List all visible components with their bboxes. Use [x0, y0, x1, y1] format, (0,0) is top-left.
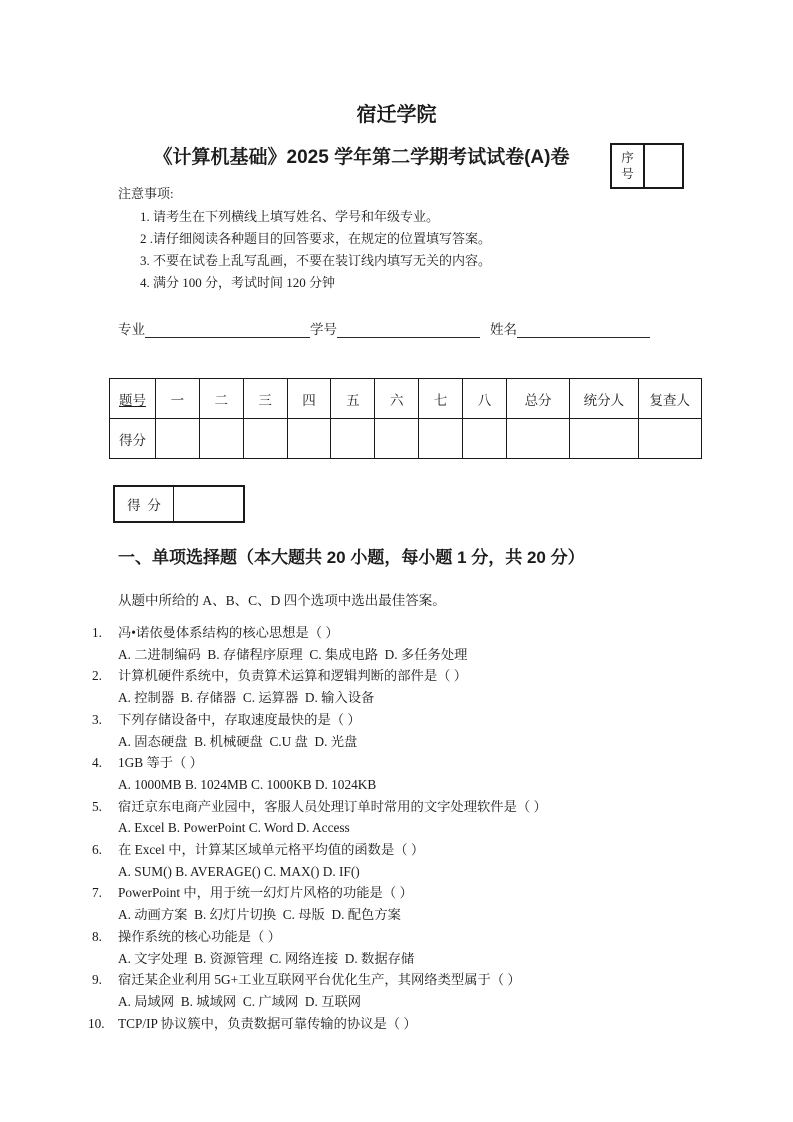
score-cell — [199, 419, 243, 459]
score-cell — [155, 419, 199, 459]
question-text: 计算机硬件系统中，负责算术运算和逻辑判断的部件是（ ） — [118, 668, 468, 684]
serial-number-box — [610, 143, 684, 189]
question-number: 3. — [92, 711, 102, 727]
notes-list — [140, 206, 793, 294]
question-options: A. 控制器 B. 存储器 C. 运算器 D. 输入设备 — [118, 690, 375, 706]
score-cell — [570, 419, 638, 459]
question-text: 1GB 等于（ ） — [118, 755, 203, 771]
question-text: 宿迁京东电商产业园中，客服人员处理订单时常用的文字处理软件是（ ） — [118, 798, 547, 814]
question-number: 9. — [92, 972, 102, 988]
question-number: 2. — [92, 668, 102, 684]
score-cell — [243, 419, 287, 459]
score-table-header-cell: 统分人 — [570, 379, 638, 419]
serial-label-char-2: 号 — [621, 167, 634, 181]
score-table-score-row — [110, 419, 702, 459]
score-cell — [419, 419, 463, 459]
note-item-2: 2 .请仔细阅读各种题目的回答要求，在规定的位置填写答案。 — [140, 231, 492, 246]
score-table-header-cell: 二 — [199, 379, 243, 419]
major-label: 专业 — [118, 322, 145, 337]
score-cell — [506, 419, 569, 459]
section-instruction: 从题中所给的 A、B、C、D 四个选项中选出最佳答案。 — [118, 593, 446, 608]
section-score-box — [113, 485, 245, 523]
question-6 — [88, 839, 793, 882]
question-2 — [88, 665, 793, 708]
score-table-header-row — [110, 379, 702, 419]
score-table-header-cell: 题号 — [110, 379, 156, 419]
score-row-label: 得分 — [110, 419, 156, 459]
score-cell — [287, 419, 331, 459]
question-9 — [88, 969, 793, 1012]
question-4 — [88, 752, 793, 795]
question-7 — [88, 882, 793, 925]
question-options: A. 动画方案 B. 幻灯片切换 C. 母版 D. 配色方案 — [118, 907, 401, 923]
score-summary-table — [109, 378, 702, 459]
question-text: 操作系统的核心功能是（ ） — [118, 928, 281, 944]
serial-label-char-1: 序 — [621, 151, 634, 165]
question-text: 冯•诺依曼体系结构的核心思想是（ ） — [118, 625, 339, 640]
question-number: 7. — [92, 885, 102, 901]
score-table-header-cell: 四 — [287, 379, 331, 419]
question-5 — [88, 796, 793, 839]
score-cell — [375, 419, 419, 459]
school-name: 宿迁学院 — [356, 104, 437, 126]
question-number: 4. — [92, 755, 102, 771]
question-text: 宿迁某企业利用 5G+工业互联网平台优化生产，其网络类型属于（ ） — [118, 972, 521, 988]
question-number: 6. — [92, 842, 102, 858]
score-table-header-cell: 复查人 — [638, 379, 701, 419]
student-id-label: 学号 — [310, 322, 337, 337]
question-text: 在 Excel 中，计算某区域单元格平均值的函数是（ ） — [118, 842, 425, 858]
question-text: PowerPoint 中，用于统一幻灯片风格的功能是（ ） — [118, 885, 413, 901]
score-table-header-cell: 总分 — [506, 379, 569, 419]
score-table-header-cell: 八 — [463, 379, 507, 419]
exam-title: 《计算机基础》2025 学年第二学期考试试卷(A)卷 — [153, 147, 570, 168]
question-number: 8. — [92, 928, 102, 944]
question-8 — [88, 926, 793, 969]
major-blank — [145, 322, 310, 338]
question-1 — [88, 622, 793, 665]
section-title: 一、单项选择题（本大题共 20 小题，每小题 1 分，共 20 分） — [118, 548, 585, 567]
score-table-header-cell: 七 — [419, 379, 463, 419]
question-10 — [88, 1013, 793, 1035]
note-item-3: 3. 不要在试卷上乱写乱画，不要在装订线内填写无关的内容。 — [140, 253, 492, 268]
question-options: A. Excel B. PowerPoint C. Word D. Access — [118, 820, 350, 836]
section-score-value-cell — [174, 487, 243, 521]
question-number: 1. — [92, 625, 102, 640]
student-id-blank — [337, 322, 480, 338]
score-table-header-cell: 三 — [243, 379, 287, 419]
score-cell — [331, 419, 375, 459]
question-3 — [88, 709, 793, 752]
note-item-4: 4. 满分 100 分，考试时间 120 分钟 — [140, 275, 336, 290]
student-info-line — [118, 318, 793, 338]
question-options: A. 1000MB B. 1024MB C. 1000KB D. 1024KB — [118, 776, 377, 792]
question-options: A. SUM() B. AVERAGE() C. MAX() D. IF() — [118, 863, 360, 879]
question-options: A. 二进制编码 B. 存储程序原理 C. 集成电路 D. 多任务处理 — [118, 646, 468, 662]
serial-number-value-cell — [645, 145, 682, 187]
name-label: 姓名 — [490, 322, 517, 337]
score-table-header-cell: 六 — [375, 379, 419, 419]
score-cell — [638, 419, 701, 459]
score-cell — [463, 419, 507, 459]
section-score-label: 得 分 — [115, 487, 174, 521]
question-list — [88, 622, 793, 1034]
name-blank — [517, 322, 650, 338]
serial-number-label — [612, 145, 645, 187]
question-number: 5. — [92, 798, 102, 814]
question-text: 下列存储设备中，存取速度最快的是（ ） — [118, 711, 361, 727]
question-options: A. 固态硬盘 B. 机械硬盘 C.U 盘 D. 光盘 — [118, 733, 358, 749]
notes-title: 注意事项: — [118, 186, 174, 201]
question-options: A. 文字处理 B. 资源管理 C. 网络连接 D. 数据存储 — [118, 950, 415, 966]
note-item-1: 1. 请考生在下列横线上填写姓名、学号和年级专业。 — [140, 209, 440, 224]
question-text: TCP/IP 协议簇中，负责数据可靠传输的协议是（ ） — [118, 1015, 417, 1031]
score-table-header-cell: 五 — [331, 379, 375, 419]
score-table-header-cell: 一 — [155, 379, 199, 419]
question-options: A. 局域网 B. 城域网 C. 广域网 D. 互联网 — [118, 993, 362, 1009]
question-number: 10. — [88, 1015, 105, 1031]
